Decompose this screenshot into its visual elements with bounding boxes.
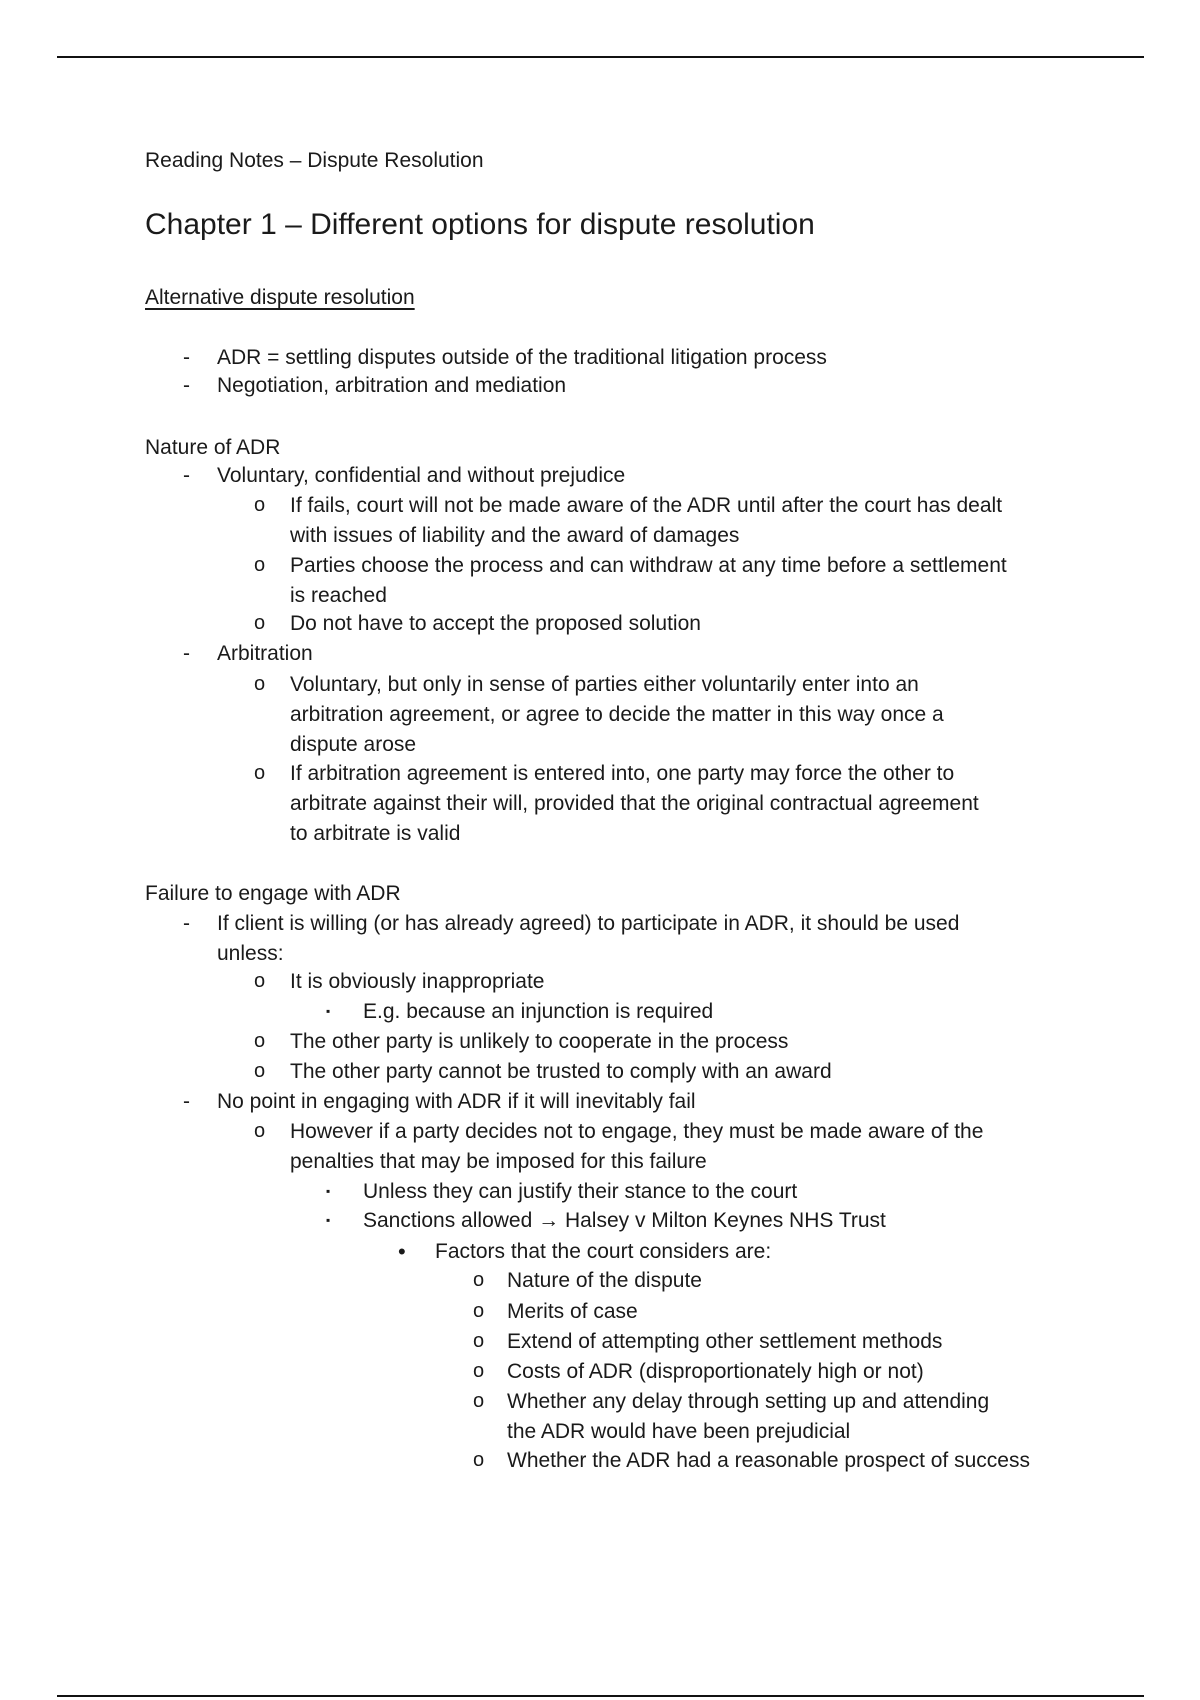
list-item: No point in engaging with ADR if it will inevitably fail xyxy=(217,1090,696,1113)
reading-notes-header: Reading Notes – Dispute Resolution xyxy=(145,149,484,172)
dash-bullet: - xyxy=(183,374,190,397)
circle-bullet: o xyxy=(473,1449,485,1471)
list-item: Whether any delay through setting up and attending xyxy=(507,1390,990,1413)
nature-heading: Nature of ADR xyxy=(145,436,281,459)
list-item-continued: arbitrate against their will, provided that the original contractual agreement xyxy=(290,792,979,815)
circle-bullet: o xyxy=(254,612,266,634)
dash-bullet: - xyxy=(183,346,190,369)
list-item: If client is willing (or has already agreed) to participate in ADR, it should be used xyxy=(217,912,960,935)
dash-bullet: - xyxy=(183,464,190,487)
circle-bullet: o xyxy=(473,1390,485,1412)
failure-heading: Failure to engage with ADR xyxy=(145,882,401,905)
adr-heading: Alternative dispute resolution xyxy=(145,286,415,309)
list-item: The other party cannot be trusted to comply with an award xyxy=(290,1060,832,1083)
circle-bullet: o xyxy=(473,1360,485,1382)
circle-bullet: o xyxy=(254,554,266,576)
circle-bullet: o xyxy=(473,1269,485,1291)
list-item: Costs of ADR (disproportionately high or not) xyxy=(507,1360,924,1383)
list-item: Negotiation, arbitration and mediation xyxy=(217,374,567,397)
square-bullet: ▪ xyxy=(326,1184,331,1198)
list-item: Voluntary, but only in sense of parties either voluntarily enter into an xyxy=(290,673,919,696)
square-bullet: ▪ xyxy=(326,1213,331,1227)
list-item: Do not have to accept the proposed solution xyxy=(290,612,701,635)
list-item: ADR = settling disputes outside of the traditional litigation process xyxy=(217,346,827,369)
list-item: Parties choose the process and can withdraw at any time before a settlement xyxy=(290,554,1007,577)
list-item: Merits of case xyxy=(507,1300,638,1323)
circle-bullet: o xyxy=(254,1060,266,1082)
square-bullet: ▪ xyxy=(326,1004,331,1018)
dash-bullet: - xyxy=(183,912,190,935)
dash-bullet: - xyxy=(183,642,190,665)
list-item: Voluntary, confidential and without prejudice xyxy=(217,464,626,487)
circle-bullet: o xyxy=(254,1030,266,1052)
circle-bullet: o xyxy=(254,762,266,784)
list-item-continued: is reached xyxy=(290,584,387,607)
circle-bullet: o xyxy=(254,1120,266,1142)
list-item-continued: the ADR would have been prejudicial xyxy=(507,1420,851,1443)
list-item: Whether the ADR had a reasonable prospect of success xyxy=(507,1449,1030,1472)
list-item: Extend of attempting other settlement methods xyxy=(507,1330,943,1353)
circle-bullet: o xyxy=(254,970,266,992)
list-item: The other party is unlikely to cooperate in the process xyxy=(290,1030,789,1053)
circle-bullet: o xyxy=(473,1330,485,1352)
chapter-title: Chapter 1 – Different options for dispute resolution xyxy=(145,208,815,241)
circle-bullet: o xyxy=(254,673,266,695)
list-item: However if a party decides not to engage, they must be made aware of the xyxy=(290,1120,984,1143)
list-item-continued: penalties that may be imposed for this failure xyxy=(290,1150,707,1173)
dot-bullet: • xyxy=(398,1239,406,1264)
circle-bullet: o xyxy=(473,1300,485,1322)
top-rule xyxy=(57,56,1144,58)
list-item-continued: arbitration agreement, or agree to decide the matter in this way once a xyxy=(290,703,944,726)
list-item: Arbitration xyxy=(217,642,313,665)
list-item-continued: unless: xyxy=(217,942,284,965)
list-item: E.g. because an injunction is required xyxy=(363,1000,714,1023)
list-item-continued: dispute arose xyxy=(290,733,417,756)
list-item-continued: to arbitrate is valid xyxy=(290,822,461,845)
list-item: Nature of the dispute xyxy=(507,1269,702,1292)
list-item: Unless they can justify their stance to the court xyxy=(363,1180,798,1203)
list-item: If arbitration agreement is entered into, one party may force the other to xyxy=(290,762,955,785)
list-item-continued: with issues of liability and the award of damages xyxy=(290,524,740,547)
list-item: Factors that the court considers are: xyxy=(435,1240,772,1263)
dash-bullet: - xyxy=(183,1090,190,1113)
list-item: If fails, court will not be made aware of the ADR until after the court has dealt xyxy=(290,494,1003,517)
list-item: It is obviously inappropriate xyxy=(290,970,545,993)
circle-bullet: o xyxy=(254,494,266,516)
list-item: Sanctions allowed → Halsey v Milton Keynes NHS Trust xyxy=(363,1209,886,1232)
bottom-rule xyxy=(57,1695,1144,1697)
